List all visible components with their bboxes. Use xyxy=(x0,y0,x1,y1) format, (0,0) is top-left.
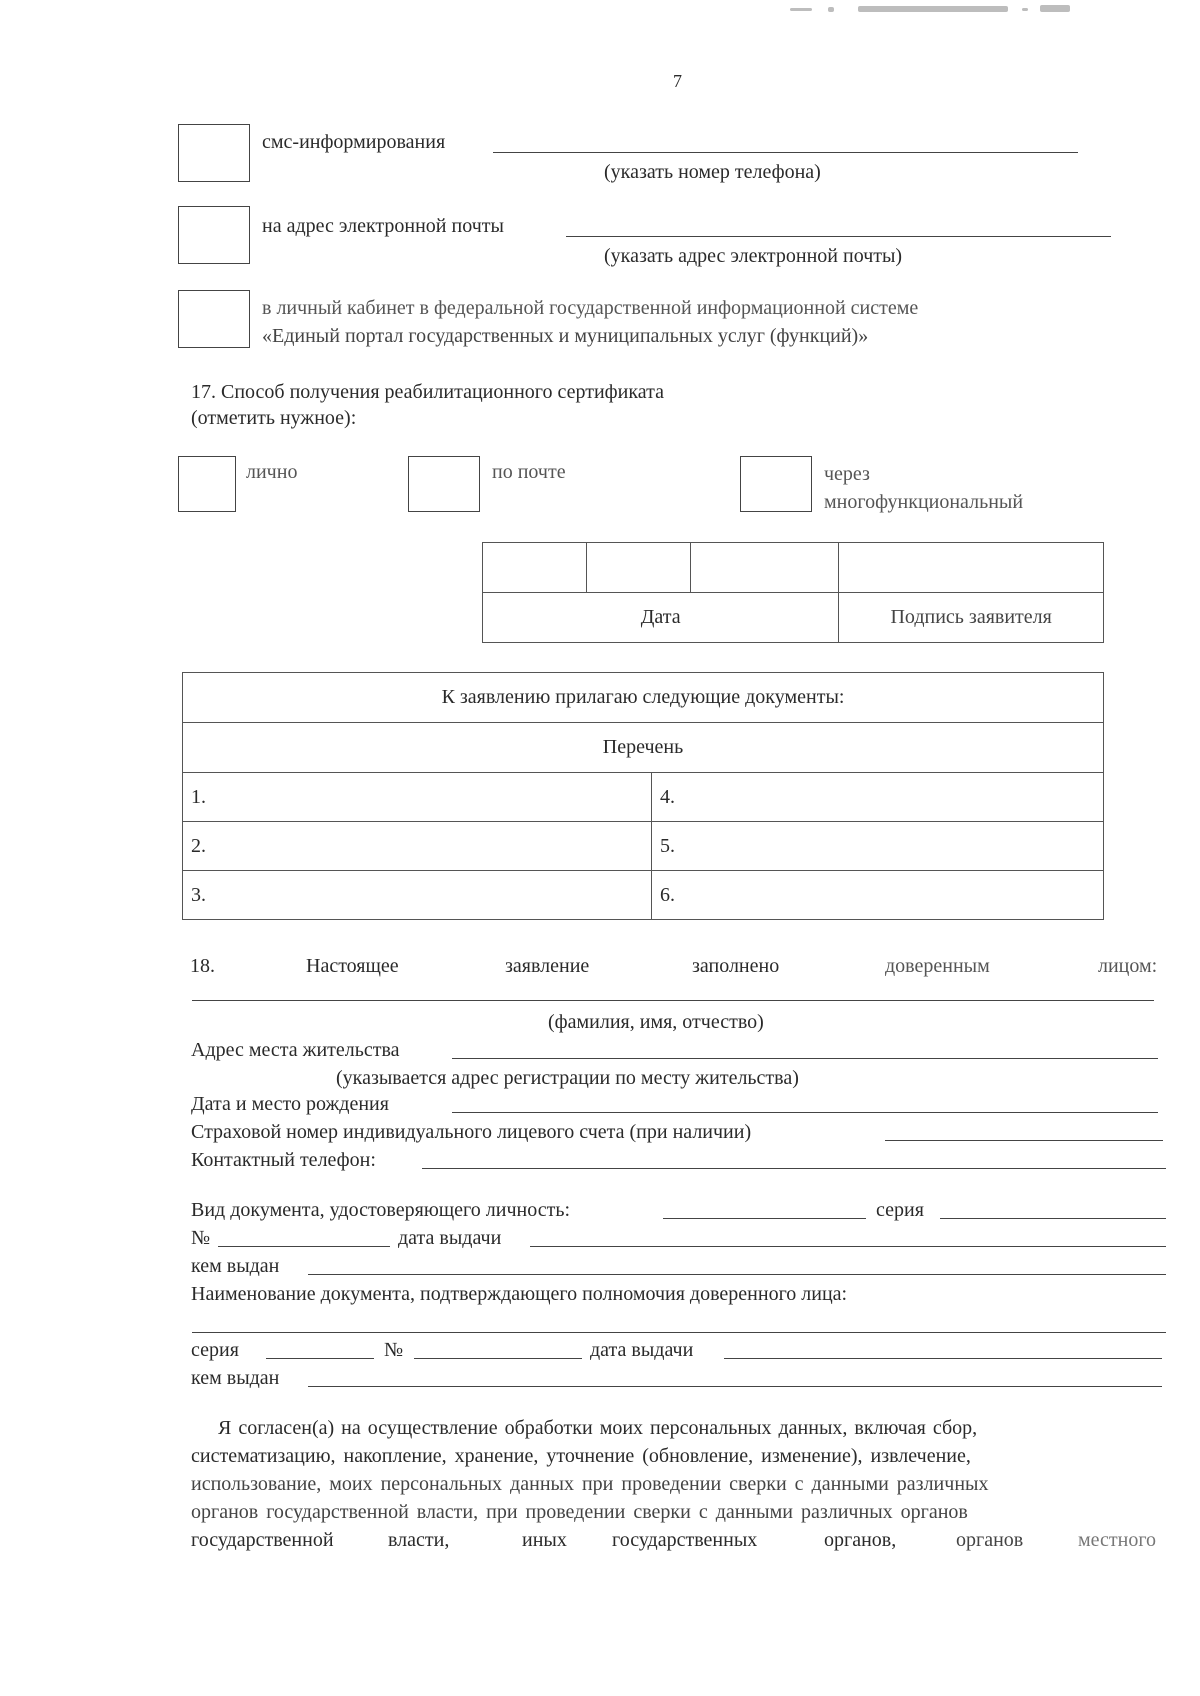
documents-table xyxy=(182,672,1104,920)
consent-line5-word-6: органов xyxy=(956,1529,1024,1551)
date-caption: Дата xyxy=(640,606,681,628)
document-item-3[interactable] xyxy=(183,871,652,920)
id-doc-line[interactable] xyxy=(663,1218,866,1219)
signature-cell[interactable] xyxy=(839,543,1104,593)
number-sign: № xyxy=(191,1227,211,1249)
consent-line5-word-7: местного xyxy=(1078,1529,1157,1551)
document-item-6[interactable] xyxy=(652,871,1104,920)
document-item-number: 1. xyxy=(191,785,206,808)
series-line[interactable] xyxy=(940,1218,1166,1219)
page-number: 7 xyxy=(673,71,682,91)
number2-sign: № xyxy=(384,1339,404,1361)
snils-line[interactable] xyxy=(885,1140,1163,1141)
issued-by-label: кем выдан xyxy=(191,1255,280,1277)
document-item-number: 3. xyxy=(191,883,206,906)
phone-label: Контактный телефон: xyxy=(191,1149,376,1171)
sms-phone-line[interactable] xyxy=(493,152,1078,153)
document-item-number: 2. xyxy=(191,834,206,857)
documents-header: К заявлению прилагаю следующие документы: xyxy=(441,686,845,708)
consent-line5-word-1: государственной xyxy=(191,1529,334,1551)
date-day-cell[interactable] xyxy=(483,543,587,593)
email-checkbox[interactable] xyxy=(178,206,250,264)
section18-word-3: заявление xyxy=(505,955,590,977)
sms-hint: (указать номер телефона) xyxy=(604,161,821,183)
consent-line-3: использование, моих персональных данных при проведении сверки с данными различных xyxy=(191,1473,989,1495)
number-line[interactable] xyxy=(218,1246,390,1247)
authority-doc-line[interactable] xyxy=(192,1332,1166,1333)
scan-artifact xyxy=(858,6,1008,12)
scan-artifact xyxy=(1040,5,1070,12)
series2-label: серия xyxy=(191,1339,239,1361)
personal-checkbox[interactable] xyxy=(178,456,236,512)
document-item-4[interactable] xyxy=(652,773,1104,822)
document-item-2[interactable] xyxy=(183,822,652,871)
scan-artifact xyxy=(828,7,834,12)
consent-line5-word-4: государственных xyxy=(612,1529,758,1551)
issue-date2-label: дата выдачи xyxy=(590,1339,694,1361)
date-signature-table xyxy=(482,542,1104,643)
series-label: серия xyxy=(876,1199,924,1221)
date-year-cell[interactable] xyxy=(690,543,839,593)
date-month-cell[interactable] xyxy=(586,543,690,593)
section18-word-4: заполнено xyxy=(692,955,780,977)
documents-list-label-cell xyxy=(183,723,1104,773)
consent-line-1: Я согласен(а) на осуществление обработки моих персональных данных, включая сбор, xyxy=(218,1417,978,1439)
issued-by2-line[interactable] xyxy=(308,1386,1162,1387)
consent-line5-word-3: иных xyxy=(522,1529,567,1551)
signature-caption-cell xyxy=(839,593,1104,643)
section18-word-6: лицом: xyxy=(1098,955,1158,977)
phone-line[interactable] xyxy=(422,1168,1166,1169)
consent-line-2: систематизацию, накопление, хранение, уточнение (обновление, изменение), извлечение, xyxy=(191,1445,971,1467)
cabinet-label-line2: «Единый портал государственных и муниципальных услуг (функций)» xyxy=(262,325,869,347)
mfc-checkbox[interactable] xyxy=(740,456,812,512)
document-item-number: 4. xyxy=(660,785,675,808)
document-item-number: 5. xyxy=(660,834,675,857)
sms-checkbox[interactable] xyxy=(178,124,250,182)
document-item-1[interactable] xyxy=(183,773,652,822)
address-line[interactable] xyxy=(452,1058,1158,1059)
post-checkbox[interactable] xyxy=(408,456,480,512)
scan-artifact xyxy=(1022,8,1028,11)
snils-label: Страховой номер индивидуального лицевого счета (при наличии) xyxy=(191,1121,752,1143)
issued-by-line[interactable] xyxy=(308,1274,1166,1275)
number2-line[interactable] xyxy=(414,1358,582,1359)
address-hint: (указывается адрес регистрации по месту жительства) xyxy=(336,1067,799,1089)
scan-artifact xyxy=(790,8,812,11)
authority-doc-label: Наименование документа, подтверждающего полномочия доверенного лица: xyxy=(191,1283,848,1305)
issue-date-label: дата выдачи xyxy=(398,1227,502,1249)
mfc-label-line2: многофункциональный xyxy=(824,491,1024,513)
document-item-5[interactable] xyxy=(652,822,1104,871)
issue-date2-line[interactable] xyxy=(724,1358,1162,1359)
post-label: по почте xyxy=(492,461,566,483)
section18-word-2: Настоящее xyxy=(306,955,399,977)
email-hint: (указать адрес электронной почты) xyxy=(604,245,903,267)
sms-label: смс-информирования xyxy=(262,131,446,153)
address-label: Адрес места жительства xyxy=(191,1039,400,1061)
cabinet-checkbox[interactable] xyxy=(178,290,250,348)
birth-line[interactable] xyxy=(452,1112,1158,1113)
email-address-line[interactable] xyxy=(566,236,1111,237)
email-label: на адрес электронной почты xyxy=(262,215,504,237)
fio-line[interactable] xyxy=(192,1000,1154,1001)
date-caption-cell xyxy=(483,593,839,643)
consent-line5-word-2: власти, xyxy=(388,1529,450,1551)
section17-title: 17. Способ получения реабилитационного сертификата xyxy=(191,381,664,403)
signature-caption: Подпись заявителя xyxy=(890,606,1052,628)
fio-hint: (фамилия, имя, отчество) xyxy=(548,1011,764,1033)
id-doc-label: Вид документа, удостоверяющего личность: xyxy=(191,1199,570,1221)
cabinet-label-line1: в личный кабинет в федеральной государственной информационной системе xyxy=(262,297,919,319)
consent-line5-word-5: органов, xyxy=(824,1529,897,1551)
documents-header-cell xyxy=(183,673,1104,723)
issue-date-line[interactable] xyxy=(530,1246,1166,1247)
issued-by2-label: кем выдан xyxy=(191,1367,280,1389)
consent-line-4: органов государственной власти, при проведении сверки с данными различных органов xyxy=(191,1501,968,1523)
documents-list-label: Перечень xyxy=(602,736,684,758)
personal-label: лично xyxy=(246,461,298,483)
document-item-number: 6. xyxy=(660,883,675,906)
section17-subtitle: (отметить нужное): xyxy=(191,407,357,429)
series2-line[interactable] xyxy=(266,1358,374,1359)
birth-label: Дата и место рождения xyxy=(191,1093,389,1115)
mfc-label-line1: через xyxy=(824,463,870,485)
section18-word-1: 18. xyxy=(190,955,215,977)
section18-word-5: доверенным xyxy=(885,955,990,977)
